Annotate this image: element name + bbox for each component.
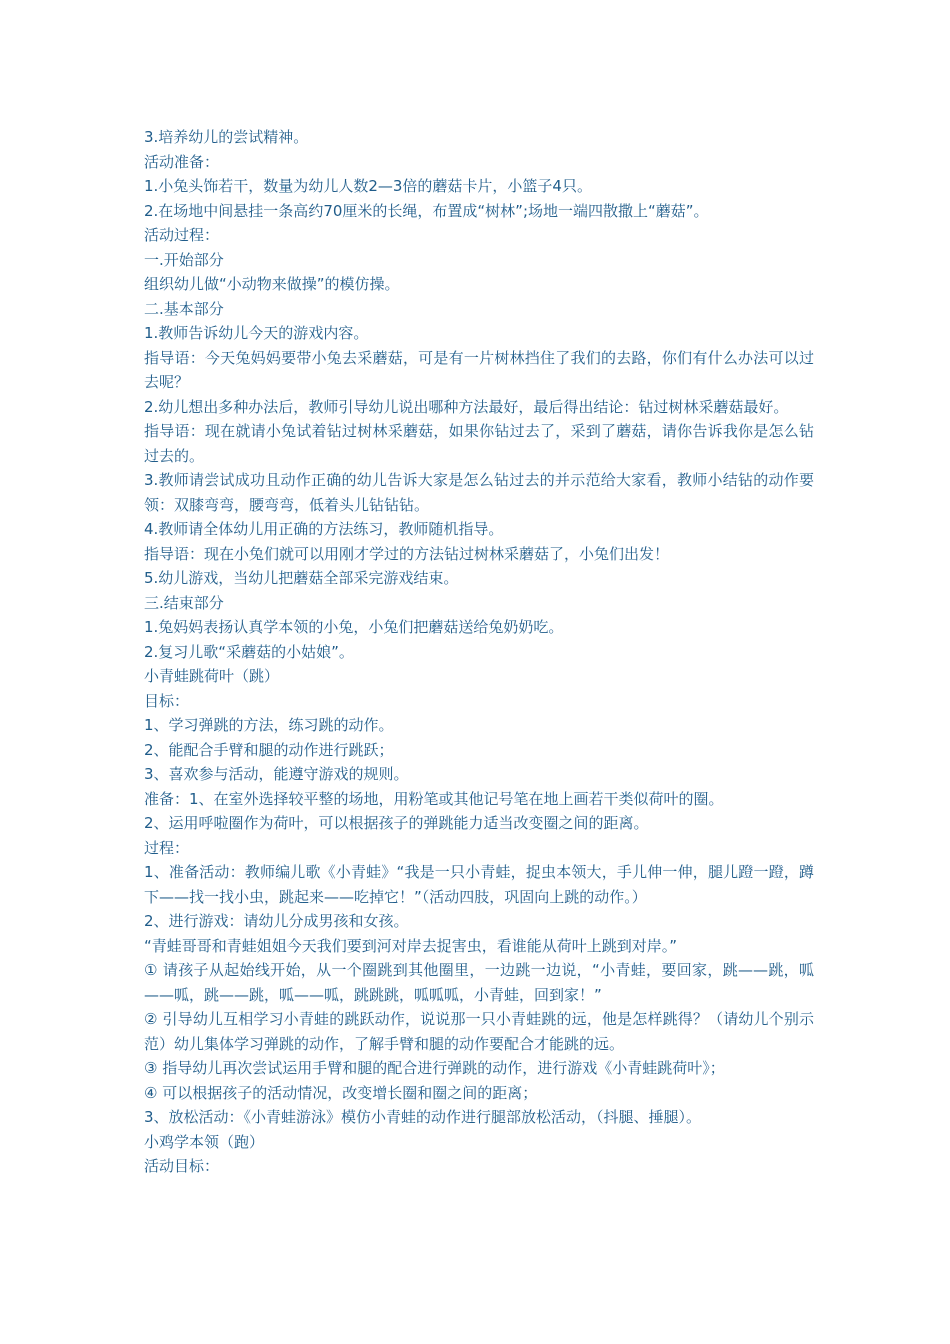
paragraph: 2、进行游戏：请幼儿分成男孩和女孩。 xyxy=(144,912,409,930)
paragraph: 3、放松活动：《小青蛙游泳》模仿小青蛙的动作进行腿部放松活动，（抖腿、捶腿）。 xyxy=(144,1108,702,1126)
paragraph: 5.幼儿游戏，当幼儿把蘑菇全部采完游戏结束。 xyxy=(144,569,459,587)
paragraph: 1.教师告诉幼儿今天的游戏内容。 xyxy=(144,324,369,342)
paragraph: 4.教师请全体幼儿用正确的方法练习，教师随机指导。 xyxy=(144,520,504,538)
section-heading: 活动过程： xyxy=(144,226,220,244)
paragraph: 3、喜欢参与活动，能遵守游戏的规则。 xyxy=(144,765,409,783)
section-heading: 过程： xyxy=(144,838,190,857)
paragraph: 3.教师请尝试成功且动作正确的幼儿告诉大家是怎么钻过去的并示范给大家看，教师小结钻的动作要领：双膝弯弯，腰弯弯，低着头儿钻钻钻。 xyxy=(144,471,814,514)
section-heading: 目标： xyxy=(144,691,190,710)
paragraph: “青蛙哥哥和青蛙姐姐今天我们要到河对岸去捉害虫，看谁能从荷叶上跳到对岸。” xyxy=(144,936,678,955)
paragraph: 2.复习儿歌“采蘑菇的小姑娘”。 xyxy=(144,642,354,661)
section-heading: 活动目标： xyxy=(144,1157,220,1175)
paragraph: 准备：1、在室外选择较平整的场地，用粉笔或其他记号笔在地上画若干类似荷叶的圈。 xyxy=(144,789,724,808)
document-body xyxy=(144,125,814,1179)
section-heading: 活动准备： xyxy=(144,152,220,171)
paragraph: 组织幼儿做“小动物来做操”的模仿操。 xyxy=(144,275,400,293)
paragraph: 2、运用呼啦圈作为荷叶，可以根据孩子的弹跳能力适当改变圈之间的距离。 xyxy=(144,814,649,832)
section-heading: 二.基本部分 xyxy=(144,299,224,318)
paragraph: ④ 可以根据孩子的活动情况，改变增长圈和圈之间的距离； xyxy=(144,1083,538,1102)
paragraph: ③ 指导幼儿再次尝试运用手臂和腿的配合进行弹跳的动作，进行游戏《小青蛙跳荷叶》； xyxy=(144,1059,725,1077)
paragraph: 指导语：今天兔妈妈要带小兔去采蘑菇，可是有一片树林挡住了我们的去路，你们有什么办法可以过去呢？ xyxy=(144,348,814,391)
paragraph: 1、学习弹跳的方法，练习跳的动作。 xyxy=(144,716,394,734)
paragraph: 指导语：现在就请小兔试着钻过树林采蘑菇，如果你钻过去了，采到了蘑菇，请你告诉我你是怎么钻过去的。 xyxy=(144,422,814,465)
activity-title: 小鸡学本领（跑） xyxy=(144,1132,265,1151)
section-heading: 三.结束部分 xyxy=(144,593,224,612)
paragraph: ① 请孩子从起始线开始，从一个圈跳到其他圈里，一边跳一边说，“小青蛙，要回家，跳——跳，呱——呱，跳——跳，呱——呱，跳跳跳，呱呱呱，小青蛙，回到家！” xyxy=(144,961,814,1004)
paragraph: 1、准备活动：教师编儿歌《小青蛙》“我是一只小青蛙，捉虫本领大，手儿伸一伸，腿儿蹬一蹬，蹲下——找一找小虫，跳起来——吃掉它！”（活动四肢，巩固向上跳的动作。） xyxy=(144,863,814,906)
activity-title: 小青蛙跳荷叶（跳） xyxy=(144,667,280,685)
paragraph: 1.兔妈妈表扬认真学本领的小兔，小兔们把蘑菇送给兔奶奶吃。 xyxy=(144,618,564,636)
paragraph: 指导语：现在小兔们就可以用刚才学过的方法钻过树林采蘑菇了，小兔们出发！ xyxy=(144,544,670,563)
paragraph: 1.小兔头饰若干，数量为幼儿人数2—3倍的蘑菇卡片，小篮子4只。 xyxy=(144,177,592,195)
paragraph: 2.在场地中间悬挂一条高约70厘米的长绳，布置成“树林”;场地一端四散撒上“蘑菇”。 xyxy=(144,201,709,220)
paragraph: 2.幼儿想出多种办法后，教师引导幼儿说出哪种方法最好，最后得出结论：钻过树林采蘑菇最好。 xyxy=(144,397,789,416)
paragraph: ② 引导幼儿互相学习小青蛙的跳跃动作，说说那一只小青蛙跳的远，他是怎样跳得？（请幼儿个别示范）幼儿集体学习弹跳的动作，了解手臂和腿的动作要配合才能跳的远。 xyxy=(144,1010,814,1053)
paragraph: 3.培养幼儿的尝试精神。 xyxy=(144,128,309,146)
section-heading: 一.开始部分 xyxy=(144,250,224,269)
paragraph: 2、能配合手臂和腿的动作进行跳跃； xyxy=(144,740,394,759)
